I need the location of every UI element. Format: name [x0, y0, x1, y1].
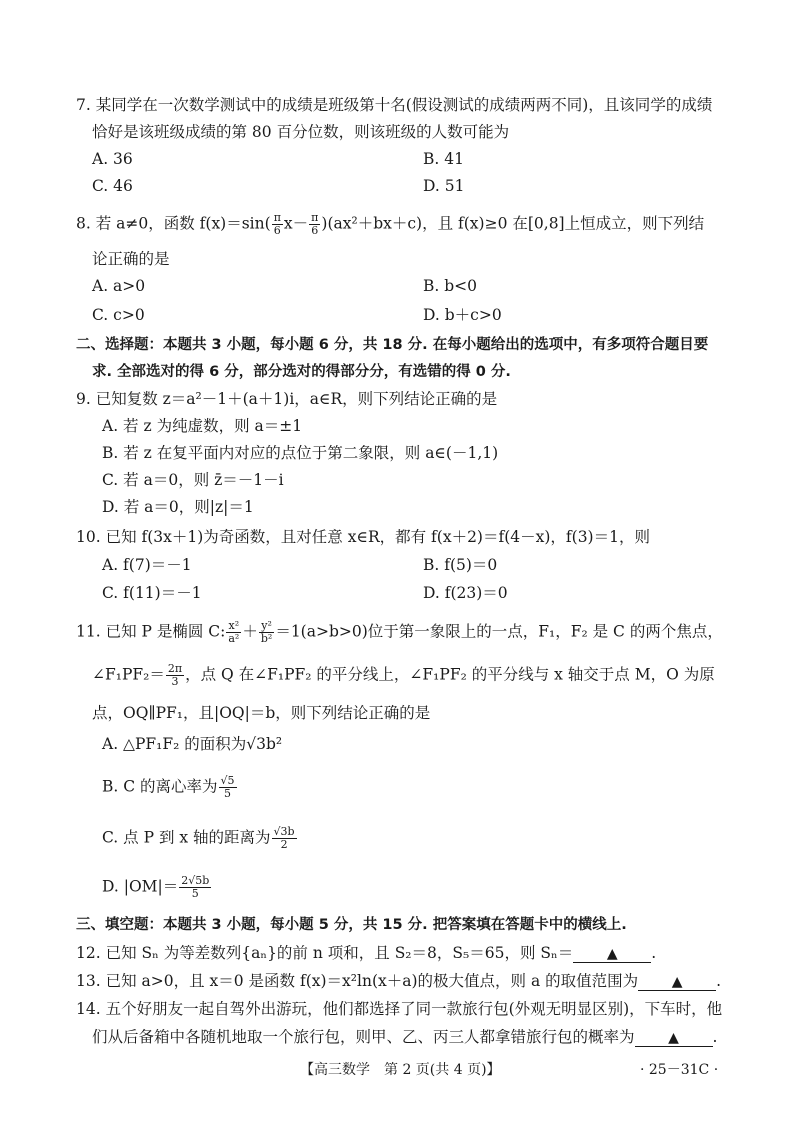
- q13-answer-blank: [638, 974, 716, 991]
- q9-option-d: D. 若 a＝0，则|z|＝1: [102, 498, 254, 516]
- q8-fraction-1: $\frac{\pi}{6}$: [273, 211, 281, 237]
- q14-answer-blank: [635, 1030, 713, 1047]
- q11-stem-post: ＝1(a>b>0)位于第一象限上的一点，F₁，F₂ 是 C 的两个焦点，: [275, 622, 723, 641]
- q11-option-b: [102, 775, 238, 800]
- q14-stem-line2: [92, 1026, 717, 1048]
- q9-option-b: B. 若 z 在复平面内对应的点位于第二象限，则 a∈(－1,1): [102, 444, 499, 462]
- q14-stem-line1: 14. 五个好朋友一起自驾外出游玩，他们都选择了同一款旅行包(外观无明显区别)，下车时，他: [76, 1000, 723, 1018]
- q8-stem-line2: 论正确的是: [92, 250, 170, 268]
- q7-option-d: D. 51: [423, 177, 465, 195]
- q10-option-c: C. f(11)＝－1: [102, 584, 202, 602]
- section2-header-line2: 求. 全部选对的得 6 分，部分选对的得部分分，有选错的得 0 分.: [92, 364, 511, 380]
- q10-option-d: D. f(23)＝0: [423, 584, 508, 602]
- q11-stem-line2: [92, 663, 715, 688]
- q10-stem: 10. 已知 f(3x＋1)为奇函数，且对任意 x∈R，都有 f(x＋2)＝f(4－x)，f(3)＝1，则: [76, 528, 650, 546]
- section2-header-line1: 二、选择题：本题共 3 小题，每小题 6 分，共 18 分. 在每小题给出的选项中，有多项符合题目要: [76, 337, 709, 353]
- q11-ellipse-y-fraction: $\frac{\text{y²}}{\text{b²}}$: [260, 619, 273, 645]
- q11-ellipse-x-fraction: $\frac{\text{x²}}{\text{a²}}$: [228, 619, 240, 645]
- q8-option-d: D. b＋c>0: [423, 306, 502, 324]
- q11-stem-line3: 点，OQ∥PF₁，且|OQ|＝b，则下列结论正确的是: [92, 704, 431, 722]
- q7-option-c: C. 46: [92, 177, 133, 195]
- q14-text: 们从后备箱中各随机地取一个旅行包，则甲、乙、丙三人都拿错旅行包的概率为: [92, 1028, 635, 1046]
- q12-stem: [76, 942, 656, 964]
- q11-stem-line1: [76, 620, 723, 645]
- q7-stem-line2: 恰好是该班级成绩的第 80 百分位数，则该班级的人数可能为: [92, 123, 510, 141]
- q8-option-c: C. c>0: [92, 306, 145, 324]
- q11-option-d: [102, 875, 212, 900]
- q9-option-c: C. 若 a＝0，则 z̄＝－1－i: [102, 471, 284, 489]
- q11-option-d-text: D. |OM|＝: [102, 877, 179, 896]
- q13-stem: [76, 970, 721, 992]
- triangle-icon: ▲: [668, 1030, 679, 1046]
- page-footer: 【高三数学 第 2 页(共 4 页)】: [300, 1062, 501, 1078]
- q11-stem-line2-post: ，点 Q 在∠F₁PF₂ 的平分线上，∠F₁PF₂ 的平分线与 x 轴交于点 M，O 为原: [185, 665, 715, 684]
- q11-option-c-text: C. 点 P 到 x 轴的距离为: [102, 828, 271, 847]
- q11-option-a: A. △PF₁F₂ 的面积为√3b²: [102, 735, 283, 753]
- q12-period: .: [651, 944, 657, 962]
- q8-option-a: A. a>0: [92, 277, 146, 295]
- q11-option-c: [102, 826, 298, 851]
- q13-period: .: [716, 972, 722, 990]
- q8-option-b: B. b<0: [423, 277, 478, 295]
- q8-stem-post: )(ax²＋bx＋c)，且 f(x)≥0 在[0,8]上恒成立，则下列结: [321, 214, 705, 233]
- q11-plus: ＋: [242, 622, 258, 641]
- q7-option-b: B. 41: [423, 150, 464, 168]
- q10-option-b: B. f(5)＝0: [423, 556, 498, 574]
- exam-code: · 25－31C ·: [640, 1062, 719, 1078]
- q11-option-d-fraction: $\frac{2√5b}{5}$: [181, 874, 210, 900]
- triangle-icon: ▲: [671, 974, 683, 990]
- triangle-icon: ▲: [606, 946, 618, 962]
- q8-fraction-2: $\frac{\pi}{6}$: [311, 211, 319, 237]
- q13-text: 13. 已知 a>0，且 x＝0 是函数 f(x)＝x²ln(x＋a)的极大值点，则 a 的取值范围为: [76, 972, 639, 990]
- q11-option-b-text: B. C 的离心率为: [102, 777, 218, 796]
- q14-period: .: [712, 1028, 718, 1046]
- q11-angle-fraction: $\frac{2\pi}{3}$: [167, 662, 183, 688]
- q12-text: 12. 已知 Sₙ 为等差数列{aₙ}的前 n 项和，且 S₂＝8，S₅＝65，则 Sₙ＝: [76, 944, 574, 962]
- q8-stem-mid: x－: [283, 214, 309, 233]
- q11-angle-pre: ∠F₁PF₂＝: [92, 665, 165, 684]
- q7-option-a: A. 36: [92, 150, 133, 168]
- q11-option-b-fraction: $\frac{√5}{5}$: [220, 774, 235, 800]
- q8-stem-line1: [76, 212, 704, 237]
- q12-answer-blank: [573, 946, 651, 963]
- q7-stem-line1: 7. 某同学在一次数学测试中的成绩是班级第十名(假设测试的成绩两两不同)，且该同学的成绩: [76, 96, 713, 114]
- q9-option-a: A. 若 z 为纯虚数，则 a＝±1: [102, 417, 303, 435]
- q10-option-a: A. f(7)＝－1: [102, 556, 192, 574]
- q11-option-c-fraction: $\frac{√3b}{2}$: [273, 825, 295, 851]
- q9-stem: 9. 已知复数 z＝a²－1＋(a＋1)i，a∈R，则下列结论正确的是: [76, 390, 498, 408]
- section3-header: 三、填空题：本题共 3 小题，每小题 5 分，共 15 分. 把答案填在答题卡中的横线上.: [76, 917, 627, 933]
- q11-stem-pre: 11. 已知 P 是椭圆 C:: [76, 622, 226, 641]
- q8-stem-pre: 8. 若 a≠0，函数 f(x)＝sin(: [76, 214, 271, 233]
